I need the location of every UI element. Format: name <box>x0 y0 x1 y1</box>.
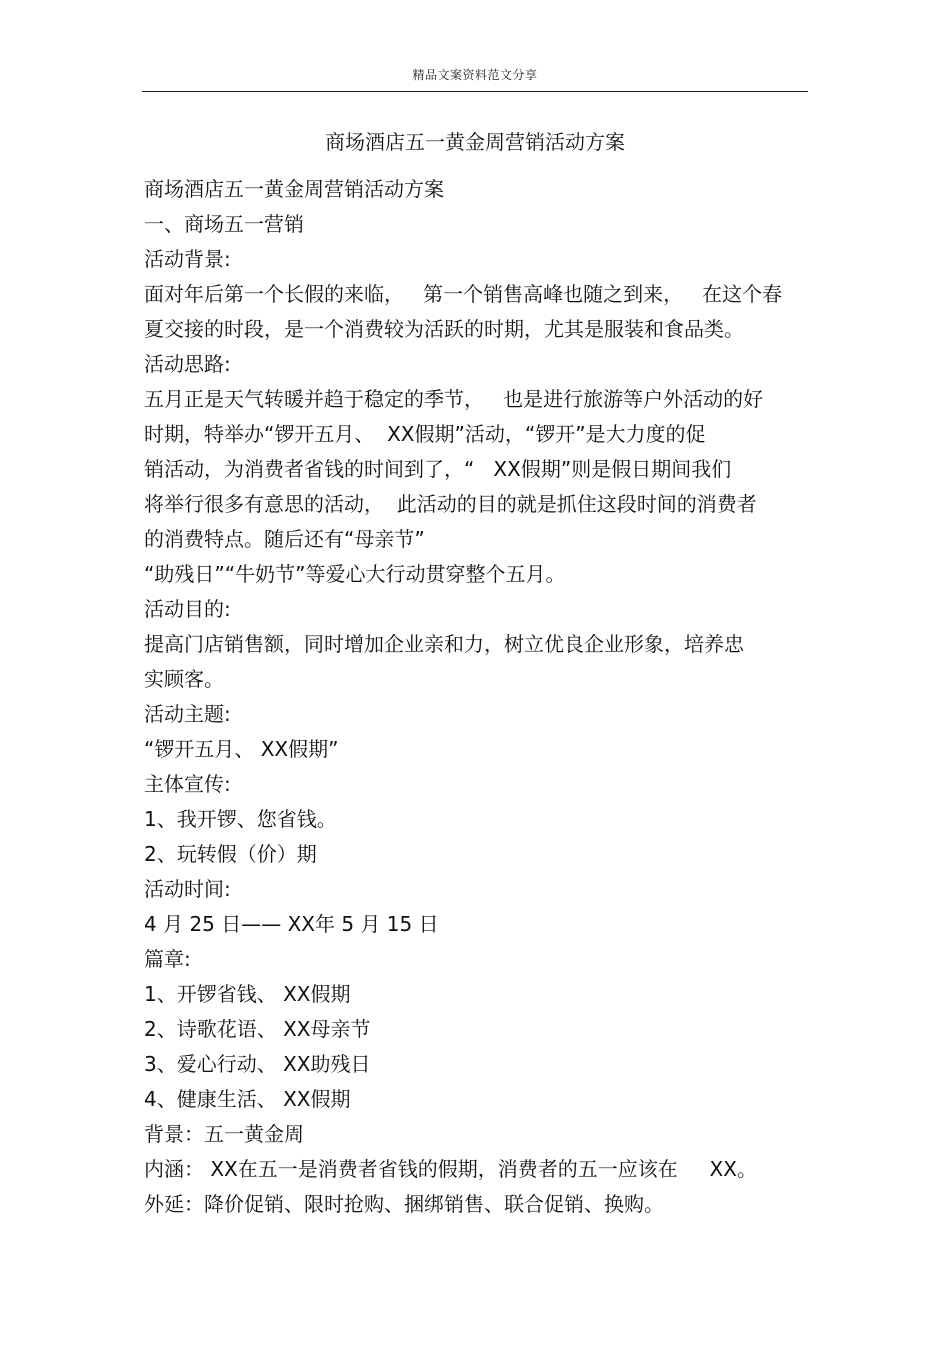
text-line: 内涵： XX在五一是消费者省钱的假期，消费者的五一应该在 XX。 <box>144 1157 757 1181</box>
text-line: 夏交接的时段，是一个消费较为活跃的时期，尤其是服装和食品类。 <box>144 317 744 341</box>
text-line: 将举行很多有意思的活动， 此活动的目的就是抓住这段时间的消费者 <box>144 492 757 516</box>
text-line: 商场酒店五一黄金周营销活动方案 <box>144 177 444 201</box>
page-header: 精品文案资料范文分享 <box>412 68 538 82</box>
text-line: 1、开锣省钱、 XX假期 <box>144 982 351 1006</box>
text-line: “锣开五月、 XX假期” <box>144 737 339 761</box>
document-title: 商场酒店五一黄金周营销活动方案 <box>325 130 625 154</box>
text-line: 背景：五一黄金周 <box>144 1122 304 1146</box>
text-line: 4、健康生活、 XX假期 <box>144 1087 351 1111</box>
text-line: 活动思路: <box>144 352 231 376</box>
text-line: 的消费特点。随后还有“母亲节” <box>144 527 425 551</box>
text-line: “助残日”“牛奶节”等爱心大行动贯穿整个五月。 <box>144 562 566 586</box>
text-line: 提高门店销售额，同时增加企业亲和力，树立优良企业形象，培养忠 <box>144 632 744 656</box>
text-line: 1、我开锣、您省钱。 <box>144 807 337 831</box>
text-line: 时期，特举办“锣开五月、 XX假期”活动，“锣开”是大力度的促 <box>144 422 706 446</box>
document-body <box>144 172 810 1222</box>
text-line: 一、商场五一营销 <box>144 212 304 236</box>
text-line: 外延：降价促销、限时抢购、捆绑销售、联合促销、换购。 <box>144 1192 664 1216</box>
text-line: 面对年后第一个长假的来临， 第一个销售高峰也随之到来， 在这个春 <box>144 282 783 306</box>
text-line: 实顾客。 <box>144 667 224 691</box>
text-line: 活动时间: <box>144 877 231 901</box>
text-line: 活动目的: <box>144 597 231 621</box>
text-line: 五月正是天气转暖并趋于稳定的季节， 也是进行旅游等户外活动的好 <box>144 387 764 411</box>
text-line: 2、诗歌花语、 XX母亲节 <box>144 1017 371 1041</box>
header-divider <box>142 91 808 92</box>
text-line: 3、爱心行动、 XX助残日 <box>144 1052 371 1076</box>
text-line: 活动主题: <box>144 702 231 726</box>
text-line: 主体宣传: <box>144 772 231 796</box>
text-line: 篇章: <box>144 947 191 971</box>
text-line: 活动背景: <box>144 247 231 271</box>
text-line: 销活动，为消费者省钱的时间到了，“ XX假期”则是假日期间我们 <box>144 457 732 481</box>
text-line: 2、玩转假（价）期 <box>144 842 317 866</box>
text-line: 4 月 25 日—— XX年 5 月 15 日 <box>144 912 439 936</box>
